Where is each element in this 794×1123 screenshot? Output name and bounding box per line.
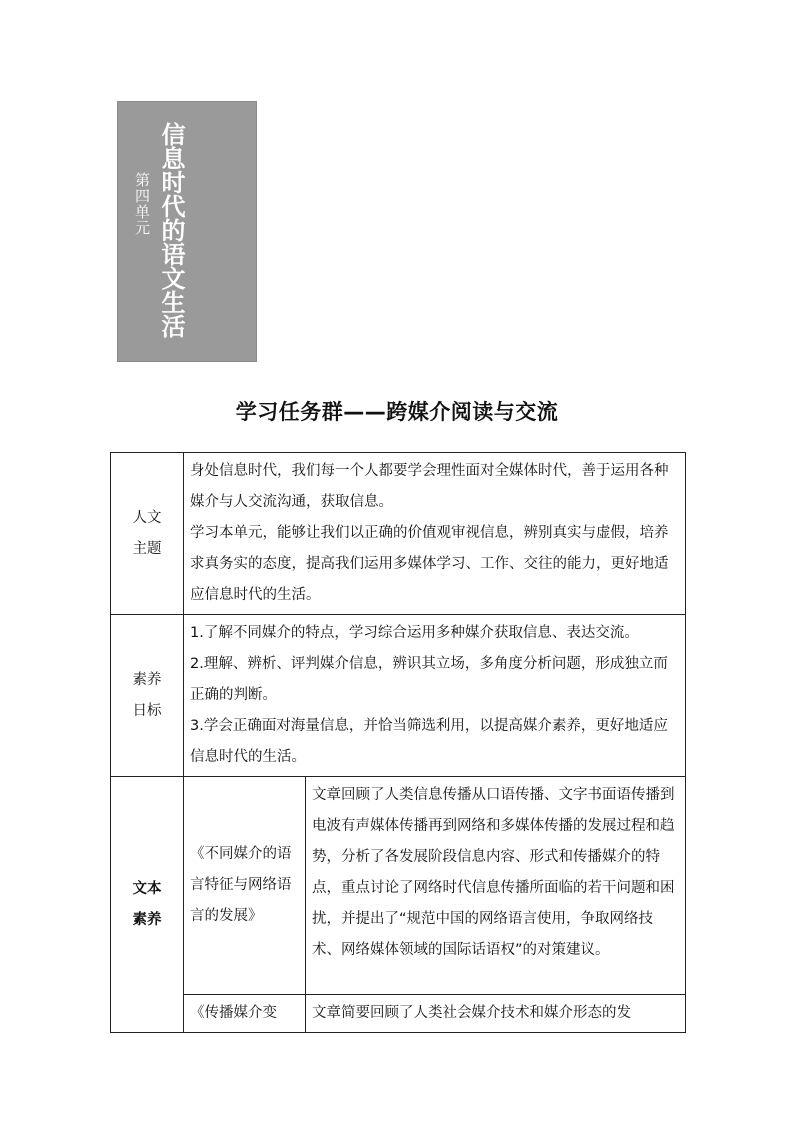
suyang-content [184,615,686,777]
unit-title: 信息时代的语文生活 [157,122,185,338]
text-title: 《传播媒介变 [184,995,306,1033]
row-label-wenben: 文本 素养 [111,777,184,1033]
row-suyang [111,615,686,777]
row-wenben-2 [111,995,686,1033]
renwen-paragraph: 身处信息时代，我们每一个人都要学会理性面对全媒体时代，善于运用各种媒介与人交流沟通，获取信息。 [190,463,669,510]
unit-number: 第四单元 [133,172,151,236]
goal-item: 2.理解、辨析、评判媒介信息，辨识其立场，多角度分析问题，形成独立而正确的判断。 [190,656,668,703]
renwen-paragraph: 学习本单元，能够让我们以正确的价值观审视信息，辨别真实与虚假，培养求真务实的态度，提高我们运用多媒体学习、工作、交往的能力，更好地适应信息时代的生活。 [190,525,669,603]
row-label-suyang: 素养 日标 [111,615,184,777]
page-heading: 学习任务群——跨媒介阅读与交流 [235,400,559,424]
goal-item: 1.了解不同媒介的特点，学习综合运用多种媒介获取信息、表达交流。 [190,625,639,641]
row-wenben-1 [111,777,686,995]
text-title: 《不同媒介的语言特征与网络语言的发展》 [184,777,306,995]
renwen-content [184,453,686,615]
goal-item: 3.学会正确面对海量信息，并恰当筛选利用，以提高媒介素养，更好地适应信息时代的生活。 [190,718,668,765]
task-table [110,452,686,1033]
text-summary: 文章简要回顾了人类社会媒介技术和媒介形态的发 [306,995,686,1033]
row-label-renwen: 人文 主题 [111,453,184,615]
row-renwen [111,453,686,615]
text-summary: 文章回顾了人类信息传播从口语传播、文字书面语传播到电波有声媒体传播再到网络和多媒体传播的发展过程和趋势，分析了各发展阶段信息内容、形式和传播媒介的特点，重点讨论了网络时代信息传播所面临的若干问题和困扰，并提出了“规范中国的网络语言使用，争取网络技术、网络媒体领域的国际话语权”的对策建议。 [306,777,686,995]
unit-banner [117,101,257,362]
